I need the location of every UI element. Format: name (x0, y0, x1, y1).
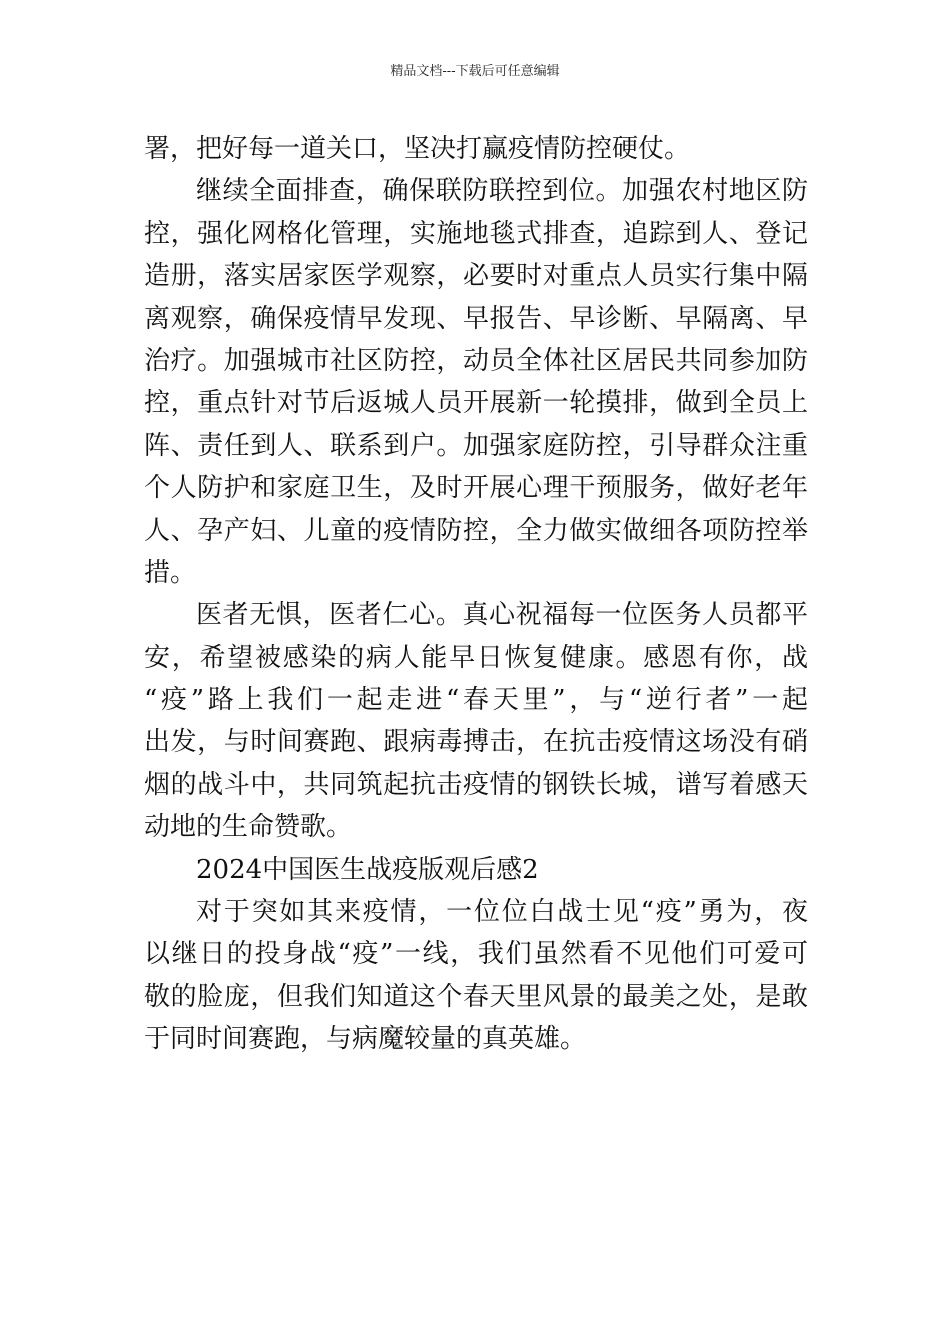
text-line: 控，强化网格化管理，实施地毯式排查，追踪到人、登记 (144, 218, 808, 249)
text-line: 安，希望被感染的病人能早日恢复健康。感恩有你，战 (144, 642, 808, 673)
text-line: 措。 (144, 557, 197, 588)
paragraph-start-line: 继续全面排查，确保联防联控到位。加强农村地区防 (196, 176, 808, 207)
text-line: 以继日的投身战“疫”一线，我们虽然看不见他们可爱可 (144, 939, 808, 970)
text-line: 动地的生命赞歌。 (144, 812, 353, 843)
text-line: “疫”路上我们一起走进“春天里”，与“逆行者”一起 (144, 685, 808, 716)
text-line: 阵、责任到人、联系到户。加强家庭防控，引导群众注重 (144, 430, 808, 461)
paragraph-start-line: 医者无惧，医者仁心。真心祝福每一位医务人员都平 (196, 600, 808, 631)
text-line: 离观察，确保疫情早发现、早报告、早诊断、早隔离、早 (144, 303, 808, 334)
text-line: 出发，与时间赛跑、跟病毒搏击，在抗击疫情这场没有硝 (144, 727, 808, 758)
document-body (144, 128, 808, 1061)
text-line: 控，重点针对节后返城人员开展新一轮摸排，做到全员上 (144, 388, 808, 419)
text-line: 敬的脸庞，但我们知道这个春天里风景的最美之处，是敢 (144, 981, 808, 1012)
text-line: 个人防护和家庭卫生，及时开展心理干预服务，做好老年 (144, 473, 808, 504)
text-line: 于同时间赛跑，与病魔较量的真英雄。 (144, 1024, 587, 1055)
text-line: 人、孕产妇、儿童的疫情防控，全力做实做细各项防控举 (144, 515, 808, 546)
text-line: 烟的战斗中，共同筑起抗击疫情的钢铁长城，谱写着感天 (144, 769, 808, 800)
text-line: 署，把好每一道关口，坚决打赢疫情防控硬仗。 (144, 134, 691, 164)
section-heading: 2024中国医生战疫版观后感2 (196, 854, 539, 885)
page-header: 精品文档---下载后可任意编辑 (390, 64, 560, 79)
text-line: 造册，落实居家医学观察，必要时对重点人员实行集中隔 (144, 261, 808, 292)
text-line: 治疗。加强城市社区防控，动员全体社区居民共同参加防 (144, 345, 808, 376)
paragraph-start-line: 对于突如其来疫情，一位位白战士见“疫”勇为，夜 (196, 897, 808, 928)
